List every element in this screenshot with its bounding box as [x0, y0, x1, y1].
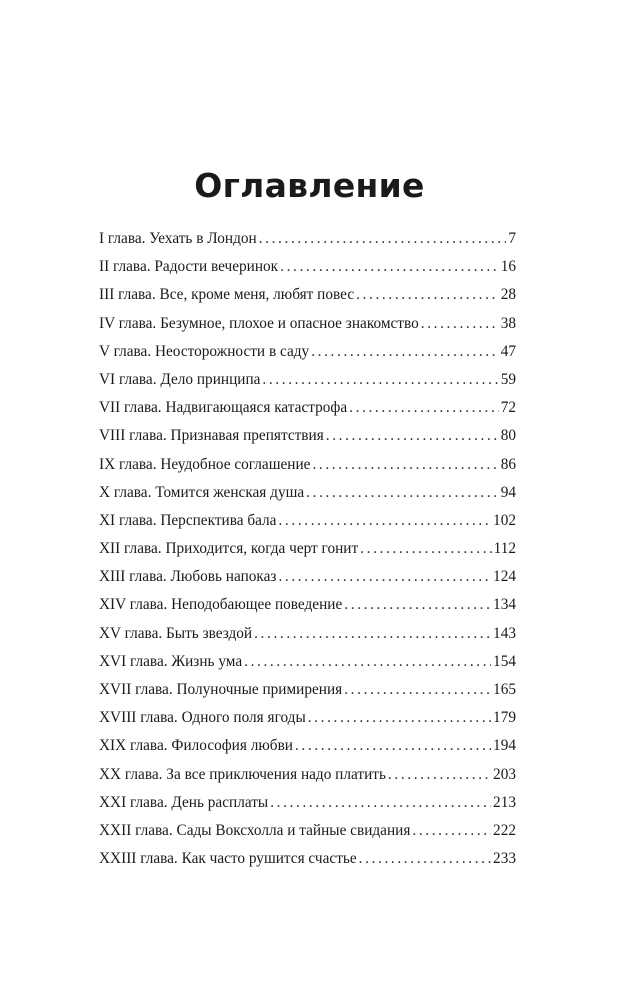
- dot-leader: [326, 427, 499, 445]
- toc-entry-page-number: 165: [493, 681, 516, 698]
- toc-entry-page-number: 94: [500, 483, 516, 501]
- toc-entry-page-number: 102: [493, 511, 516, 529]
- toc-entry-title: X глава. Томится женская душа: [99, 483, 305, 501]
- dot-leader: [349, 399, 499, 417]
- toc-entry-page-number: 7: [508, 230, 516, 247]
- dot-leader: [308, 709, 491, 727]
- toc-entry-title: XX глава. За все приключения надо платить: [99, 765, 386, 783]
- toc-entry-title: XVI глава. Жизнь ума: [99, 652, 243, 670]
- toc-entry: [99, 540, 516, 568]
- toc-entry: [99, 709, 516, 737]
- toc-entry-title: III глава. Все, кроме меня, любят повес: [99, 286, 355, 304]
- dot-leader: [295, 737, 491, 755]
- toc-entry-title: XIV глава. Неподобающее поведение: [99, 596, 343, 614]
- dot-leader: [306, 484, 499, 502]
- toc-entry-title: XI глава. Перспектива бала: [99, 511, 277, 529]
- dot-leader: [270, 794, 491, 812]
- toc-entry: [99, 286, 516, 314]
- toc-entry-page-number: 16: [500, 258, 516, 276]
- toc-entry-page-number: 38: [500, 314, 516, 332]
- toc-entry-title: II глава. Радости вечеринок: [99, 258, 279, 276]
- toc-entry: [99, 258, 516, 286]
- dot-leader: [254, 625, 491, 643]
- toc-entry: [99, 484, 516, 512]
- toc-entry-page-number: 143: [493, 624, 516, 642]
- dot-leader: [359, 850, 491, 868]
- toc-entry-page-number: 203: [493, 765, 516, 783]
- dot-leader: [388, 766, 491, 784]
- toc-entry-page-number: 222: [493, 821, 516, 839]
- dot-leader: [356, 286, 499, 304]
- toc-entry-page-number: 86: [500, 455, 516, 473]
- toc-entry-title: XII глава. Приходится, когда черт гонит: [99, 540, 359, 558]
- toc-entry: [99, 766, 516, 794]
- toc-entry: [99, 315, 516, 343]
- dot-leader: [412, 822, 491, 840]
- toc-entry: [99, 371, 516, 399]
- dot-leader: [278, 512, 491, 530]
- toc-entry-page-number: 179: [493, 709, 516, 727]
- dot-leader: [262, 371, 498, 389]
- toc-entry: [99, 512, 516, 540]
- toc-entry-page-number: 134: [493, 596, 516, 614]
- toc-entry: [99, 596, 516, 624]
- toc-entry: [99, 427, 516, 455]
- toc-entry-title: VII глава. Надвигающаяся катастрофа: [99, 399, 348, 417]
- toc-entry: [99, 230, 516, 258]
- toc-entry: [99, 794, 516, 822]
- toc-entry: [99, 456, 516, 484]
- toc-entry: [99, 850, 516, 878]
- dot-leader: [244, 653, 491, 671]
- toc-entry: [99, 625, 516, 653]
- toc-entry: [99, 681, 516, 709]
- dot-leader: [344, 681, 491, 699]
- dot-leader: [344, 596, 491, 614]
- toc-entry-page-number: 59: [500, 370, 516, 388]
- toc-entry-title: XVIII глава. Одного поля ягоды: [99, 709, 306, 727]
- toc-entry: [99, 399, 516, 427]
- toc-entry-page-number: 194: [493, 737, 516, 755]
- dot-leader: [360, 540, 491, 558]
- dot-leader: [312, 456, 498, 474]
- toc-entry-title: XIX глава. Философия любви: [99, 737, 293, 755]
- toc-entry-title: XIII глава. Любовь напоказ: [99, 568, 277, 586]
- page-title: Оглавление: [194, 166, 425, 205]
- toc-entry-page-number: 28: [500, 286, 516, 304]
- toc-entry-title: XV глава. Быть звездой: [99, 624, 253, 642]
- toc-entry: [99, 343, 516, 371]
- toc-entry-page-number: 72: [500, 399, 516, 417]
- toc-entry-page-number: 112: [493, 540, 516, 558]
- toc-entry-title: IX глава. Неудобное соглашение: [99, 455, 311, 473]
- toc-entry-page-number: 80: [500, 427, 516, 445]
- toc-entry-title: VIII глава. Признавая препятствия: [99, 427, 324, 445]
- toc-entry-title: I глава. Уехать в Лондон: [99, 230, 257, 247]
- toc-entry-page-number: 124: [493, 568, 516, 586]
- toc-entry-title: V глава. Неосторожности в саду: [99, 342, 310, 360]
- toc-entry-page-number: 213: [493, 793, 516, 811]
- dot-leader: [259, 230, 507, 248]
- toc-entry-title: IV глава. Безумное, плохое и опасное знакомство: [99, 314, 419, 332]
- toc-entry-title: XVII глава. Полуночные примирения: [99, 681, 343, 698]
- toc-entry: [99, 568, 516, 596]
- toc-entry-page-number: 154: [493, 652, 516, 670]
- toc-entry: [99, 737, 516, 765]
- toc-entry-title: XXII глава. Сады Воксхолла и тайные свидания: [99, 821, 411, 839]
- table-of-contents: [99, 230, 516, 878]
- toc-entry-page-number: 47: [500, 342, 516, 360]
- toc-entry-title: XXIII глава. Как часто рушится счастье: [99, 850, 357, 868]
- dot-leader: [280, 258, 499, 276]
- dot-leader: [278, 568, 491, 586]
- toc-entry-title: VI глава. Дело принципа: [99, 370, 261, 388]
- dot-leader: [311, 343, 499, 361]
- toc-entry-page-number: 233: [493, 850, 516, 868]
- dot-leader: [421, 315, 499, 333]
- toc-entry: [99, 653, 516, 681]
- toc-entry-title: XXI глава. День расплаты: [99, 793, 269, 811]
- toc-entry: [99, 822, 516, 850]
